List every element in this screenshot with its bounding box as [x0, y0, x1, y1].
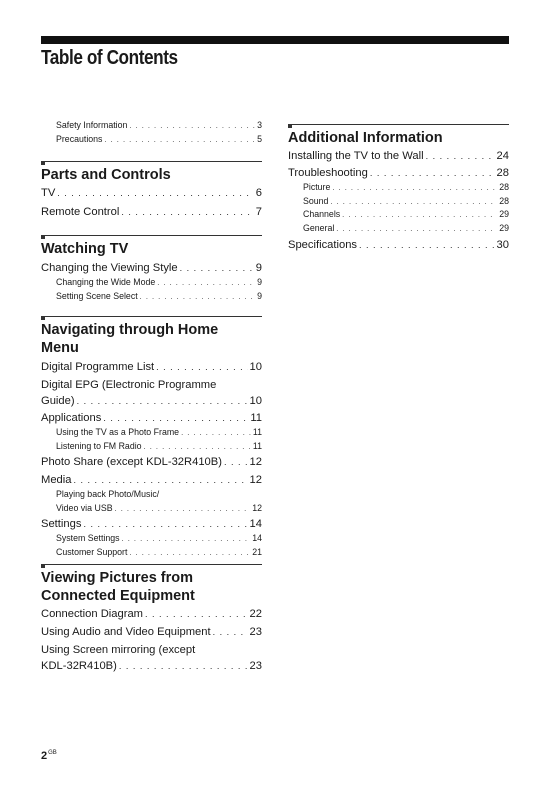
entry-page: 9	[257, 277, 262, 287]
entry-title: Installing the TV to the Wall	[288, 150, 424, 162]
heading-line: Navigating through Home	[41, 322, 219, 338]
entry-title: Video via USB	[56, 502, 113, 513]
entry-page: 29	[499, 209, 509, 219]
entry-title: Picture	[303, 182, 331, 192]
additional-list	[288, 148, 509, 253]
top-rule	[41, 36, 509, 44]
dot-leader	[103, 410, 248, 426]
entry-page: 23	[249, 660, 262, 672]
toc-entry-wide-mode[interactable]	[41, 276, 262, 290]
entry-page: 12	[252, 502, 262, 513]
dot-leader	[129, 546, 250, 560]
entry-title: Channels	[303, 209, 341, 219]
dot-leader	[129, 119, 255, 133]
toc-entry-photo-share[interactable]	[41, 454, 262, 470]
heading-line: Menu	[41, 339, 79, 356]
entry-title: Listening to FM Radio	[56, 440, 142, 451]
section-additional-information	[288, 124, 509, 148]
entry-page: 12	[249, 474, 262, 486]
entry-page: 10	[249, 361, 262, 373]
intro-list	[41, 119, 262, 146]
dot-leader	[83, 516, 247, 532]
dot-leader	[140, 290, 255, 304]
dot-leader	[359, 237, 495, 253]
toc-entry-epg[interactable]	[41, 377, 262, 409]
entry-title: Changing the Wide Mode	[56, 277, 156, 287]
entry-page: 12	[249, 456, 262, 468]
entry-title: Precautions	[56, 133, 103, 144]
entry-title: System Settings	[56, 533, 120, 543]
toc-entry-fm-radio[interactable]	[41, 440, 262, 454]
entry-page: 11	[250, 412, 262, 424]
toc-entry-safety[interactable]	[41, 119, 262, 133]
entry-title: Using Audio and Video Equipment	[41, 626, 211, 638]
toc-entry-troubleshooting[interactable]	[288, 165, 509, 181]
dot-leader	[213, 624, 248, 640]
dot-leader	[119, 658, 248, 674]
dot-leader	[144, 440, 251, 454]
section-heading: Additional Information	[288, 130, 443, 146]
entry-page: 14	[249, 518, 262, 530]
entry-title: Photo Share (except KDL-32R410B)	[41, 456, 222, 468]
entry-title: KDL-32R410B)	[41, 660, 117, 672]
entry-page: 28	[499, 195, 509, 206]
entry-title: Remote Control	[41, 206, 120, 218]
entry-page: 14	[252, 533, 262, 543]
toc-entry-picture[interactable]	[288, 181, 509, 195]
page-number-suffix: GB	[48, 750, 57, 756]
dot-leader	[115, 502, 251, 516]
heading-line: Connected Equipment	[41, 587, 195, 604]
toc-entry-programme-list[interactable]	[41, 359, 262, 375]
entry-page: 9	[257, 290, 262, 301]
section-parts-controls	[41, 161, 262, 185]
entry-page: 28	[499, 182, 509, 192]
entry-title: TV	[41, 187, 56, 199]
toc-entry-tv[interactable]	[41, 185, 262, 201]
toc-entry-remote[interactable]	[41, 204, 262, 220]
entry-page: 7	[255, 206, 262, 218]
dot-leader	[330, 196, 497, 209]
entry-page: 3	[257, 120, 262, 130]
entry-page: 10	[249, 395, 262, 407]
dot-leader	[426, 148, 495, 164]
section-navigating-home-menu	[41, 316, 262, 357]
heading-line: Viewing Pictures from	[41, 570, 194, 586]
dot-leader	[156, 359, 247, 375]
entry-title: Media	[41, 474, 72, 486]
toc-entry-sound[interactable]	[288, 195, 509, 209]
entry-title: Connection Diagram	[41, 608, 143, 620]
section-viewing-pictures	[41, 564, 262, 605]
dot-leader	[180, 260, 254, 276]
entry-page: 22	[249, 608, 262, 620]
section-heading	[41, 317, 262, 357]
entry-title-line: Using Screen mirroring (except	[41, 644, 196, 656]
entry-title: Specifications	[288, 239, 358, 251]
watching-list	[41, 260, 262, 303]
toc-entry-scene-select[interactable]	[41, 290, 262, 304]
entry-title: Applications	[41, 412, 102, 424]
entry-title: Setting Scene Select	[56, 290, 138, 301]
entry-title-line: Playing back Photo/Music/	[56, 489, 160, 499]
entry-page: 5	[257, 133, 262, 144]
toc-entry-specifications[interactable]	[288, 237, 509, 253]
dot-leader	[342, 209, 497, 222]
toc-entry-playback-usb[interactable]	[41, 488, 262, 515]
entry-title: Changing the Viewing Style	[41, 262, 178, 274]
dot-leader	[145, 606, 248, 622]
toc-entry-media[interactable]	[41, 472, 262, 488]
viewing-list	[41, 606, 262, 674]
dot-leader	[122, 532, 251, 546]
toc-entry-audio-video[interactable]	[41, 624, 262, 640]
section-watching-tv	[41, 235, 262, 259]
entry-title-line: Digital EPG (Electronic Programme	[41, 379, 217, 391]
entry-page: 11	[252, 427, 262, 437]
entry-title: Settings	[41, 518, 82, 530]
section-heading: Watching TV	[41, 241, 129, 257]
page-title: Table of Contents	[41, 47, 178, 69]
dot-leader	[104, 133, 255, 147]
entry-title: Customer Support	[56, 546, 128, 557]
dot-leader	[181, 426, 251, 440]
dot-leader	[57, 185, 253, 201]
toc-entry-channels[interactable]	[288, 208, 509, 222]
dot-leader	[121, 204, 253, 220]
page-number	[41, 750, 57, 762]
entry-title: Troubleshooting	[288, 167, 368, 179]
toc-entry-settings[interactable]	[41, 516, 262, 532]
entry-title: Safety Information	[56, 120, 128, 130]
entry-page: 30	[496, 239, 509, 251]
section-heading	[41, 565, 262, 605]
entry-title: Digital Programme List	[41, 361, 155, 373]
entry-page: 9	[255, 262, 262, 274]
dot-leader	[157, 276, 255, 290]
toc-entry-system-settings[interactable]	[41, 532, 262, 546]
dot-leader	[332, 182, 497, 195]
parts-list	[41, 185, 262, 220]
dot-leader	[370, 165, 495, 181]
toc-entry-wall-install[interactable]	[288, 148, 509, 164]
toc-entry-screen-mirroring[interactable]	[41, 642, 262, 674]
toc-entry-connection-diagram[interactable]	[41, 606, 262, 622]
entry-page: 11	[252, 440, 262, 451]
entry-title: Using the TV as a Photo Frame	[56, 427, 180, 437]
navigating-list	[41, 359, 262, 559]
section-heading: Parts and Controls	[41, 167, 171, 183]
entry-page: 28	[496, 167, 509, 179]
entry-page: 21	[252, 546, 262, 557]
toc-entry-customer-support[interactable]	[41, 546, 262, 560]
toc-entry-precautions[interactable]	[41, 133, 262, 147]
entry-page: 24	[496, 150, 509, 162]
entry-title: Guide)	[41, 395, 75, 407]
dot-leader	[336, 223, 497, 236]
toc-entry-applications[interactable]	[41, 410, 262, 426]
dot-leader	[77, 393, 248, 409]
dot-leader	[73, 472, 247, 488]
entry-page: 23	[249, 626, 262, 638]
page-number-value: 2	[41, 750, 48, 762]
entry-page: 29	[499, 222, 509, 233]
entry-page: 6	[255, 187, 262, 199]
entry-title: Sound	[303, 195, 329, 206]
toc-entry-general[interactable]	[288, 222, 509, 236]
entry-title: General	[303, 222, 335, 233]
toc-entry-photo-frame[interactable]	[41, 426, 262, 440]
toc-entry-viewing-style[interactable]	[41, 260, 262, 276]
dot-leader	[224, 454, 248, 470]
